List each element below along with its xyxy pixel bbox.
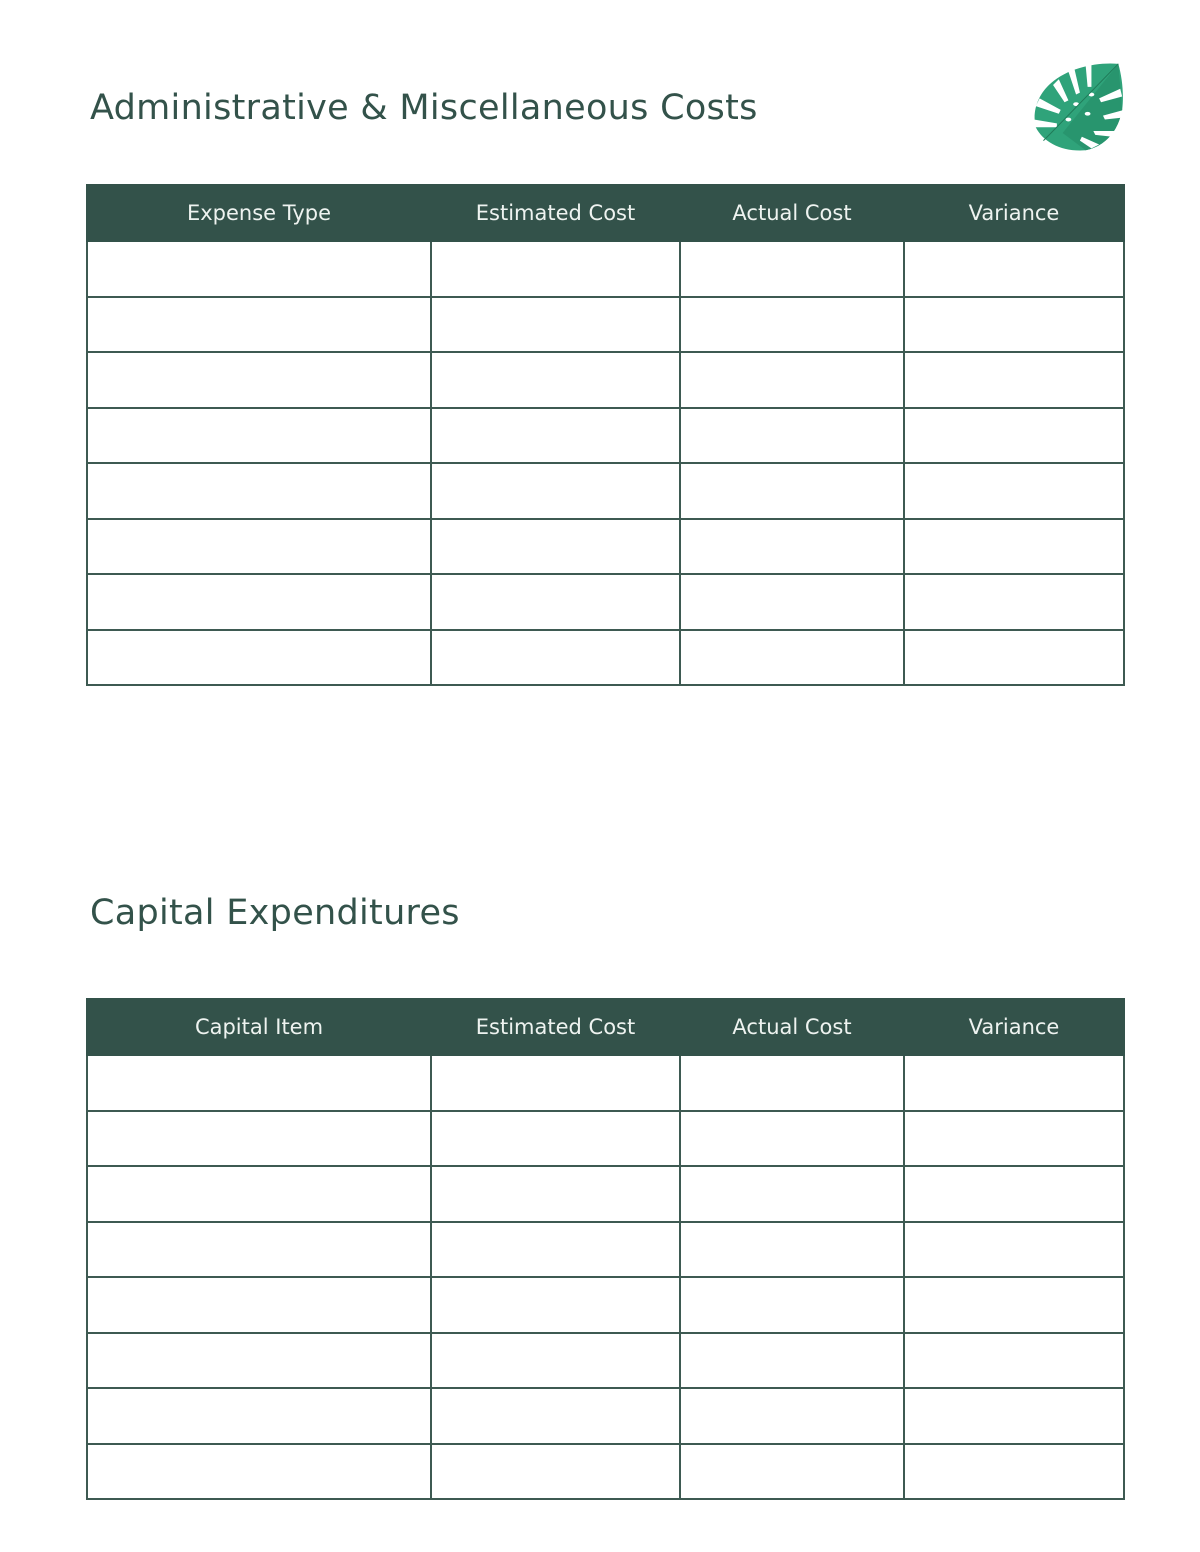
table-cell[interactable] bbox=[680, 630, 904, 686]
table-cell[interactable] bbox=[87, 1444, 431, 1500]
column-header-capital-item: Capital Item bbox=[87, 999, 431, 1055]
table-cell[interactable] bbox=[431, 1222, 680, 1278]
table-cell[interactable] bbox=[87, 1388, 431, 1444]
table-row bbox=[87, 630, 1124, 686]
table-cell[interactable] bbox=[680, 241, 904, 297]
column-header-actual-cost: Actual Cost bbox=[680, 999, 904, 1055]
table-cell[interactable] bbox=[680, 463, 904, 519]
admin-costs-table bbox=[86, 184, 1125, 686]
table-cell[interactable] bbox=[431, 630, 680, 686]
table-cell[interactable] bbox=[680, 1111, 904, 1167]
table-cell[interactable] bbox=[87, 630, 431, 686]
table-cell[interactable] bbox=[680, 1277, 904, 1333]
table-cell[interactable] bbox=[87, 1166, 431, 1222]
column-header-variance: Variance bbox=[904, 999, 1124, 1055]
column-header-estimated-cost: Estimated Cost bbox=[431, 999, 680, 1055]
table-cell[interactable] bbox=[904, 352, 1124, 408]
table-row bbox=[87, 1333, 1124, 1389]
table-cell[interactable] bbox=[87, 463, 431, 519]
table-cell[interactable] bbox=[680, 519, 904, 575]
table-cell[interactable] bbox=[904, 1055, 1124, 1111]
table-cell[interactable] bbox=[680, 1333, 904, 1389]
table-row bbox=[87, 1388, 1124, 1444]
table-cell[interactable] bbox=[904, 1277, 1124, 1333]
table-row bbox=[87, 1444, 1124, 1500]
table-cell[interactable] bbox=[904, 241, 1124, 297]
table-cell[interactable] bbox=[87, 1055, 431, 1111]
table-cell[interactable] bbox=[680, 408, 904, 464]
table-cell[interactable] bbox=[680, 1166, 904, 1222]
table-cell[interactable] bbox=[431, 1333, 680, 1389]
table-cell[interactable] bbox=[431, 1166, 680, 1222]
table-cell[interactable] bbox=[431, 1277, 680, 1333]
table-cell[interactable] bbox=[904, 1111, 1124, 1167]
column-header-actual-cost: Actual Cost bbox=[680, 185, 904, 241]
table-row bbox=[87, 1277, 1124, 1333]
table-cell[interactable] bbox=[431, 352, 680, 408]
table-cell[interactable] bbox=[680, 1444, 904, 1500]
table-cell[interactable] bbox=[904, 1222, 1124, 1278]
table-cell[interactable] bbox=[431, 1055, 680, 1111]
table-cell[interactable] bbox=[680, 352, 904, 408]
table-header-row bbox=[87, 185, 1124, 241]
table-cell[interactable] bbox=[87, 1333, 431, 1389]
column-header-expense-type: Expense Type bbox=[87, 185, 431, 241]
table-row bbox=[87, 352, 1124, 408]
monstera-leaf-icon bbox=[1030, 60, 1126, 156]
section-title-capital-expenditures: Capital Expenditures bbox=[90, 893, 460, 933]
section-title-admin-costs: Administrative & Miscellaneous Costs bbox=[90, 88, 758, 128]
table-cell[interactable] bbox=[904, 1333, 1124, 1389]
table-cell[interactable] bbox=[431, 519, 680, 575]
table-cell[interactable] bbox=[431, 408, 680, 464]
table-cell[interactable] bbox=[87, 1277, 431, 1333]
table-row bbox=[87, 297, 1124, 353]
table-row bbox=[87, 519, 1124, 575]
table-header-row bbox=[87, 999, 1124, 1055]
table-cell[interactable] bbox=[87, 1111, 431, 1167]
table-cell[interactable] bbox=[87, 408, 431, 464]
table-cell[interactable] bbox=[431, 1111, 680, 1167]
table-cell[interactable] bbox=[87, 297, 431, 353]
table-cell[interactable] bbox=[87, 241, 431, 297]
table-cell[interactable] bbox=[904, 1388, 1124, 1444]
table-row bbox=[87, 241, 1124, 297]
capital-expenditures-table bbox=[86, 998, 1125, 1500]
table-cell[interactable] bbox=[87, 574, 431, 630]
table-row bbox=[87, 1222, 1124, 1278]
table-row bbox=[87, 463, 1124, 519]
table-row bbox=[87, 1055, 1124, 1111]
table-cell[interactable] bbox=[680, 1055, 904, 1111]
table-cell[interactable] bbox=[87, 1222, 431, 1278]
table-cell[interactable] bbox=[680, 1222, 904, 1278]
table-cell[interactable] bbox=[904, 1444, 1124, 1500]
table-cell[interactable] bbox=[431, 241, 680, 297]
table-cell[interactable] bbox=[431, 463, 680, 519]
column-header-variance: Variance bbox=[904, 185, 1124, 241]
table-row bbox=[87, 574, 1124, 630]
table-cell[interactable] bbox=[680, 297, 904, 353]
table-cell[interactable] bbox=[904, 630, 1124, 686]
table-cell[interactable] bbox=[904, 297, 1124, 353]
table-cell[interactable] bbox=[87, 352, 431, 408]
table-row bbox=[87, 1111, 1124, 1167]
table-cell[interactable] bbox=[680, 1388, 904, 1444]
table-cell[interactable] bbox=[87, 519, 431, 575]
table-row bbox=[87, 408, 1124, 464]
table-row bbox=[87, 1166, 1124, 1222]
table-cell[interactable] bbox=[680, 574, 904, 630]
table-cell[interactable] bbox=[431, 297, 680, 353]
column-header-estimated-cost: Estimated Cost bbox=[431, 185, 680, 241]
table-cell[interactable] bbox=[904, 519, 1124, 575]
table-cell[interactable] bbox=[904, 574, 1124, 630]
table-cell[interactable] bbox=[904, 408, 1124, 464]
table-cell[interactable] bbox=[904, 1166, 1124, 1222]
table-cell[interactable] bbox=[904, 463, 1124, 519]
table-cell[interactable] bbox=[431, 1444, 680, 1500]
table-cell[interactable] bbox=[431, 574, 680, 630]
table-cell[interactable] bbox=[431, 1388, 680, 1444]
